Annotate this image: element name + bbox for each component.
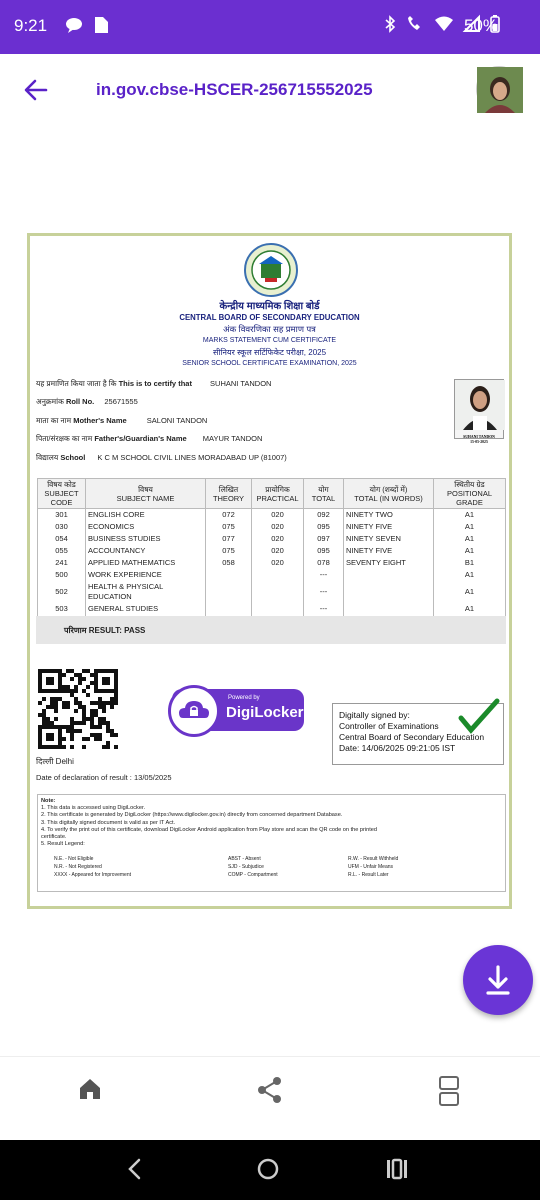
table-row — [38, 521, 506, 533]
cell-theory: 075 — [206, 521, 252, 533]
cell-practical: 020 — [252, 533, 304, 545]
cell-practical: 020 — [252, 557, 304, 569]
cell-name: ECONOMICS — [86, 521, 206, 533]
cell-grade: A1 — [434, 581, 506, 603]
photo-caption: SUHANI TANDON — [463, 435, 495, 439]
file-icon — [92, 15, 110, 35]
table-row — [38, 533, 506, 545]
battery-percent: 50% — [463, 16, 498, 35]
cell-practical — [252, 603, 304, 615]
cell-theory: 072 — [206, 509, 252, 522]
cloud-lock-icon — [171, 688, 217, 734]
cell-grade: A1 — [434, 603, 506, 615]
cell-name: BUSINESS STUDIES — [86, 533, 206, 545]
cell-name: ACCOUNTANCY — [86, 545, 206, 557]
cell-total: 097 — [304, 533, 344, 545]
cell-grade: A1 — [434, 509, 506, 522]
candidate-photo — [454, 379, 504, 444]
notification-icons — [64, 15, 110, 35]
exam-title-hindi: सीनियर स्कूल सर्टिफिकेट परीक्षा, 2025 — [212, 348, 327, 357]
cell-words — [344, 603, 434, 615]
notes-box: Note: 1. This data is accessed using DigiLocker. 2. This certificate is generated by DigiLocker (https://www.digilocker.gov.in) directly from concerned department Database. 3. This digitally signed document is valid as per IT Act. 4. To verify the print out of this certificate, download DigiLocker Android application from Play store and scan the QR code on the printed certificate. 5. Result Legend: N.E. - Not Eligible N.R. - Not Registered XXXX - Appeared for Improvement ABST - Absent SJD - Subjudice COMP - Compartment R.W. - Result Withheld UFM - Unfair Means R.L. - Result Later — [37, 794, 506, 892]
cell-words — [344, 569, 434, 581]
table-row — [38, 509, 506, 522]
nav-recents-icon[interactable] — [385, 1157, 409, 1181]
father-line: पिता/संरक्षक का नाम Father's/Guardian's Name MAYUR TANDON — [36, 434, 263, 443]
cell-grade: B1 — [434, 557, 506, 569]
cell-total: 095 — [304, 521, 344, 533]
cell-code: 502 — [38, 581, 86, 603]
table-header: विषय कोड SUBJECT CODE विषय SUBJECT NAME लिखित THEORY प्रायोगिक PRACTICAL योग TOTAL योग (शब्दों में) TOTAL (IN WORDS) स्थितीय ग्रेड POSITIONAL GRADE — [38, 479, 506, 509]
document-title: in.gov.cbse-HSCER-256715552025 — [96, 80, 373, 99]
cell-theory: 058 — [206, 557, 252, 569]
cell-theory — [206, 569, 252, 581]
powered-by-label: Powered by — [228, 695, 260, 701]
cell-practical: 020 — [252, 545, 304, 557]
cell-grade: A1 — [434, 521, 506, 533]
status-bar — [0, 0, 540, 54]
download-icon — [463, 945, 533, 1015]
download-button[interactable] — [463, 945, 533, 1015]
roll-line: अनुक्रमांक Roll No. 25671555 — [36, 397, 138, 406]
home-icon[interactable] — [76, 1075, 104, 1103]
cell-theory — [206, 581, 252, 603]
system-navigation-bar — [0, 1140, 540, 1200]
digilocker-label: DigiLocker — [226, 704, 304, 721]
tabs-icon[interactable] — [437, 1075, 461, 1107]
marks-table — [37, 478, 506, 629]
cell-words: NINETY TWO — [344, 509, 434, 522]
cell-code: 503 — [38, 603, 86, 615]
nav-back-icon[interactable] — [124, 1157, 146, 1181]
cell-total: --- — [304, 569, 344, 581]
cell-words: NINETY FIVE — [344, 545, 434, 557]
cell-code: 030 — [38, 521, 86, 533]
cell-code: 054 — [38, 533, 86, 545]
wifi-icon — [434, 15, 454, 33]
school-line: विद्यालय School K C M SCHOOL CIVIL LINES MORADABAD UP (81007) — [36, 453, 287, 462]
cell-name: ENGLISH CORE — [86, 509, 206, 522]
roll-number: 25671555 — [104, 397, 138, 406]
mother-line: माता का नाम Mother's Name SALONI TANDON — [36, 416, 208, 425]
table-row — [38, 569, 506, 581]
cell-theory: 077 — [206, 533, 252, 545]
nav-home-icon[interactable] — [256, 1157, 280, 1181]
marks-certificate — [27, 233, 512, 909]
cell-total: --- — [304, 603, 344, 615]
exam-title: SENIOR SCHOOL CERTIFICATE EXAMINATION, 2025 — [182, 360, 357, 367]
bluetooth-icon — [384, 15, 396, 33]
cell-grade: A1 — [434, 533, 506, 545]
cell-grade: A1 — [434, 545, 506, 557]
cell-total: --- — [304, 581, 344, 603]
cell-name: GENERAL STUDIES — [86, 603, 206, 615]
cell-code: 301 — [38, 509, 86, 522]
cell-code: 055 — [38, 545, 86, 557]
place-line: दिल्ली Delhi — [36, 757, 74, 766]
app-bar — [0, 54, 540, 126]
certify-line: यह प्रमाणित किया जाता है कि This is to certify that SUHANI TANDON — [36, 379, 272, 388]
table-row — [38, 557, 506, 569]
cell-code: 500 — [38, 569, 86, 581]
declaration-date: 13/05/2025 — [133, 773, 172, 782]
statement-title-hindi: अंक विवरणिका सह प्रमाण पत्र — [223, 324, 316, 334]
father-name: MAYUR TANDON — [202, 434, 263, 443]
photo-date: 15-05-2025 — [470, 439, 488, 444]
statement-title: MARKS STATEMENT CUM CERTIFICATE — [202, 337, 337, 344]
checkmark-icon — [457, 698, 499, 734]
status-time: 9:21 — [14, 16, 48, 35]
share-icon[interactable] — [255, 1075, 285, 1105]
cell-words — [344, 581, 434, 603]
candidate-name: SUHANI TANDON — [210, 379, 272, 388]
cell-total: 095 — [304, 545, 344, 557]
school-name: K C M SCHOOL CIVIL LINES MORADABAD UP (81007) — [97, 453, 287, 462]
cell-name: HEALTH & PHYSICAL EDUCATION — [86, 581, 206, 603]
board-name-hindi: केन्द्रीय माध्यमिक शिक्षा बोर्ड — [219, 301, 320, 312]
avatar[interactable] — [476, 66, 522, 112]
declaration-line: Date of declaration of result : 13/05/2025 — [36, 773, 172, 782]
cell-total: 092 — [304, 509, 344, 522]
cell-name: WORK EXPERIENCE — [86, 569, 206, 581]
cell-practical: 020 — [252, 521, 304, 533]
table-row — [38, 581, 506, 603]
cell-total: 078 — [304, 557, 344, 569]
marks-body — [38, 509, 506, 630]
cell-practical — [252, 581, 304, 603]
qr-code-icon — [38, 669, 118, 749]
cell-words: NINETY SEVEN — [344, 533, 434, 545]
cell-words: NINETY FIVE — [344, 521, 434, 533]
wifi-call-icon — [405, 15, 425, 33]
cell-theory — [206, 603, 252, 615]
result-bar: परिणाम RESULT: PASS — [36, 616, 506, 644]
result-status: RESULT: PASS — [88, 626, 146, 635]
arrow-left-icon[interactable] — [22, 76, 50, 104]
cell-practical — [252, 569, 304, 581]
cell-name: APPLIED MATHEMATICS — [86, 557, 206, 569]
cell-grade: A1 — [434, 569, 506, 581]
bottom-action-bar — [0, 1056, 540, 1140]
digilocker-badge — [172, 689, 304, 731]
table-row — [38, 545, 506, 557]
cell-code: 241 — [38, 557, 86, 569]
chat-bubble-icon — [64, 15, 84, 35]
cell-theory: 075 — [206, 545, 252, 557]
digital-signature: Digitally signed by: Controller of Examinations Central Board of Secondary Education Date: 14/06/2025 09:21:05 IST — [332, 703, 504, 765]
cbse-emblem-icon — [243, 242, 299, 298]
table-row — [38, 603, 506, 615]
cell-practical: 020 — [252, 509, 304, 522]
mother-name: SALONI TANDON — [146, 416, 208, 425]
cell-words: SEVENTY EIGHT — [344, 557, 434, 569]
board-name: CENTRAL BOARD OF SECONDARY EDUCATION — [179, 313, 360, 322]
